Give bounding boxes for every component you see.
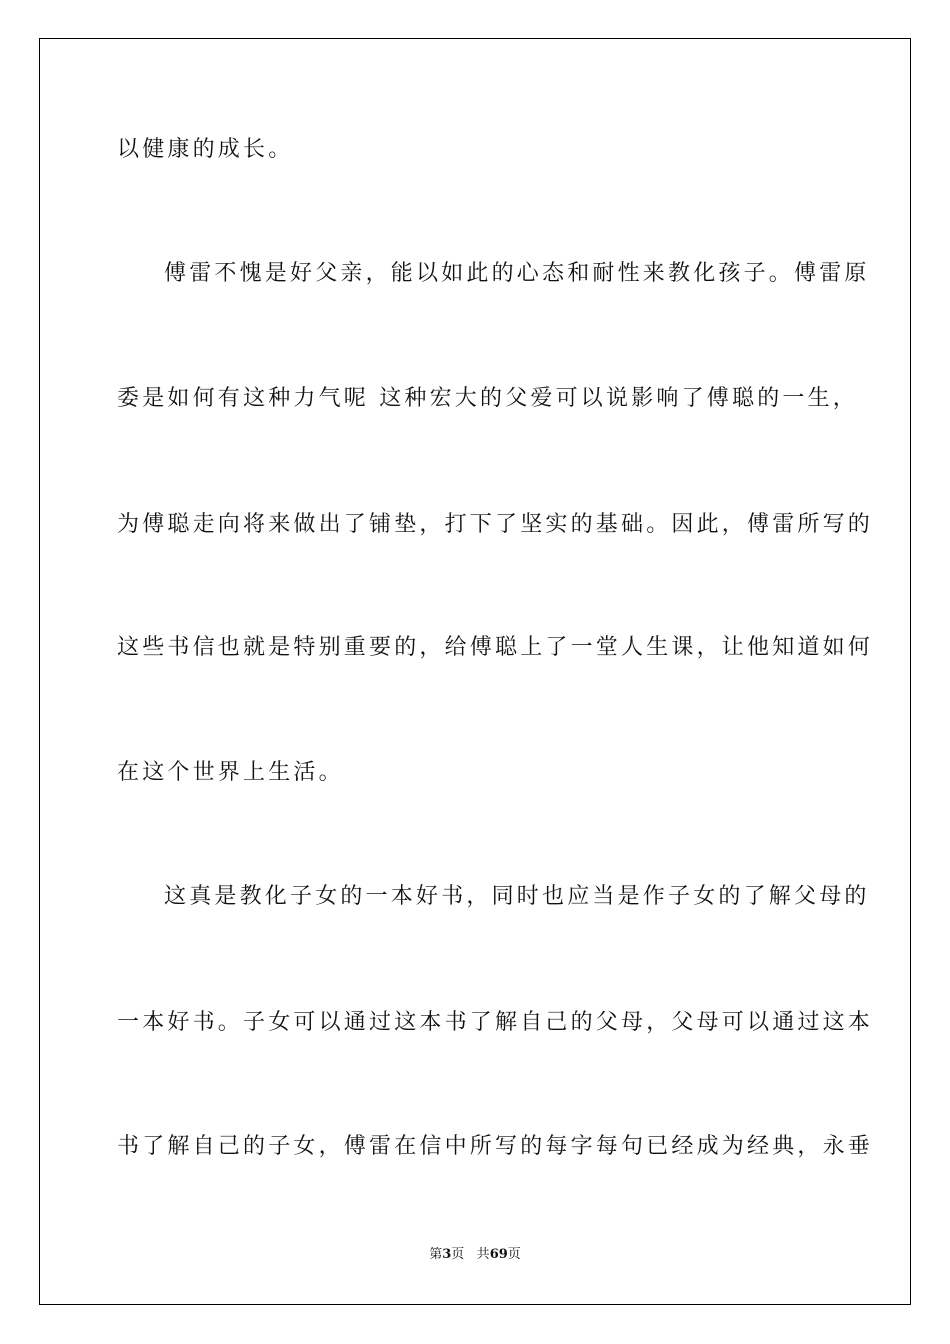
total-page-number: 69 xyxy=(489,1247,508,1262)
text-line: 一本好书。子女可以通过这本书了解自己的父母，父母可以通过这本 xyxy=(117,1010,874,1035)
footer-prefix: 第 xyxy=(429,1247,443,1262)
paragraph-start-line: 傅雷不愧是好父亲，能以如此的心态和耐性来教化孩子。傅雷原 xyxy=(164,261,870,286)
text-line: 为傅聪走向将来做出了铺垫，打下了坚实的基础。因此，傅雷所写的 xyxy=(117,512,874,537)
footer-page-unit: 页 xyxy=(451,1247,465,1262)
text-line: 这些书信也就是特别重要的，给傅聪上了一堂人生课，让他知道如何 xyxy=(117,635,874,660)
text-line: 以健康的成长。 xyxy=(117,137,294,162)
text-line: 委是如何有这种力气呢 这种宏大的父爱可以说影响了傅聪的一生， xyxy=(117,386,858,411)
footer-total-unit: 页 xyxy=(507,1247,521,1262)
page-footer xyxy=(0,1246,950,1264)
page-border xyxy=(39,38,911,1305)
footer-total-prefix: 共 xyxy=(476,1247,490,1262)
text-line: 在这个世界上生活。 xyxy=(117,760,344,785)
current-page-number: 3 xyxy=(442,1247,452,1262)
paragraph-start-line: 这真是教化子女的一本好书，同时也应当是作子女的了解父母的 xyxy=(164,884,870,909)
text-line: 书了解自己的子女，傅雷在信中所写的每字每句已经成为经典，永垂 xyxy=(117,1134,874,1159)
